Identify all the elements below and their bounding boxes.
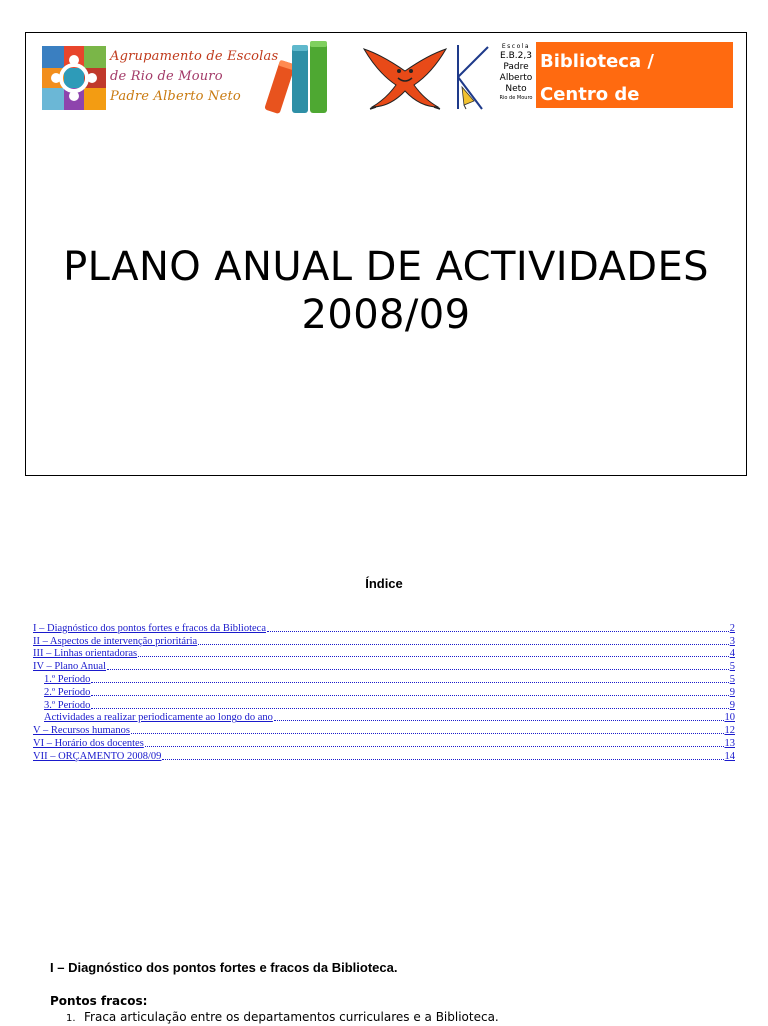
- group-name-line: Agrupamento de Escolas: [110, 49, 279, 64]
- library-label-box: [536, 42, 733, 108]
- toc-entry-label: VI – Horário dos docentes: [33, 737, 144, 749]
- toc-entry-page: 2: [729, 622, 735, 634]
- toc-entry-label: I – Diagnóstico dos pontos fortes e fracos da Biblioteca: [33, 622, 266, 634]
- toc-entry-label: 2.º Período: [44, 686, 91, 698]
- list-item-text: Fraca articulação entre os departamentos curriculares e a Biblioteca.: [84, 1010, 499, 1024]
- list-item-number: 1.: [66, 1013, 76, 1024]
- mascot-icon: [362, 45, 448, 111]
- logo-banner: [42, 39, 732, 117]
- toc-entry-label: 1.º Período: [44, 673, 91, 685]
- school-line: Neto: [505, 84, 527, 94]
- toc-entry-page: 14: [724, 750, 735, 762]
- school-line: Rio de Mouro: [499, 95, 533, 101]
- toc-leader: [131, 732, 724, 734]
- toc-leader: [274, 719, 724, 721]
- toc-leader: [91, 707, 728, 709]
- toc-entry-periodo-2[interactable]: [33, 685, 735, 698]
- toc-entry-page: 10: [724, 712, 735, 724]
- toc-leader: [138, 655, 729, 657]
- toc-leader: [91, 681, 728, 683]
- toc-entry-label: V – Recursos humanos: [33, 725, 130, 737]
- toc-entry-linhas[interactable]: [33, 647, 735, 660]
- toc-leader: [91, 694, 728, 696]
- group-name-line: de Rio de Mouro: [110, 69, 223, 84]
- index-title: Índice: [365, 576, 403, 591]
- agrupamento-logo-icon: [42, 46, 106, 110]
- toc-entry-label: VII – ORÇAMENTO 2008/09: [33, 750, 162, 762]
- toc-entry-label: IV – Plano Anual: [33, 661, 107, 673]
- school-line: E.B.2,3: [500, 51, 532, 61]
- toc-entry-label: Actividades a realizar periodicamente ao longo do ano: [44, 712, 273, 724]
- weak-points-title: Pontos fracos:: [50, 994, 148, 1008]
- toc-entry-actividades[interactable]: [33, 711, 735, 724]
- school-line: Alberto: [499, 73, 533, 83]
- toc-entry-diagnostico[interactable]: [33, 621, 735, 634]
- library-label-line: Centro de: [540, 84, 640, 105]
- toc-leader: [198, 643, 729, 645]
- table-of-contents: [33, 621, 735, 762]
- toc-entry-page: 3: [729, 635, 735, 647]
- toc-entry-orcamento[interactable]: [33, 749, 735, 762]
- toc-entry-label: II – Aspectos de intervenção prioritária: [33, 635, 198, 647]
- books-icon: [258, 39, 338, 117]
- toc-entry-page: 13: [724, 737, 735, 749]
- toc-entry-label: III – Linhas orientadoras: [33, 648, 138, 660]
- toc-leader: [162, 758, 723, 760]
- toc-entry-page: 12: [724, 725, 735, 737]
- school-line: Escola: [501, 43, 531, 50]
- group-name-line: Padre Alberto Neto: [110, 89, 241, 104]
- toc-entry-aspectos[interactable]: [33, 634, 735, 647]
- toc-entry-horario[interactable]: [33, 736, 735, 749]
- toc-entry-page: 9: [729, 699, 735, 711]
- library-label-line: Biblioteca /: [540, 51, 654, 72]
- school-name: [496, 43, 536, 102]
- page-title: [26, 243, 746, 339]
- title-year: 2008/09: [301, 292, 471, 338]
- toc-entry-plano-anual[interactable]: [33, 659, 735, 672]
- school-line: Padre: [503, 62, 529, 72]
- section-heading: I – Diagnóstico dos pontos fortes e fracos da Biblioteca.: [50, 960, 398, 975]
- toc-leader: [267, 630, 729, 632]
- toc-entry-page: 9: [729, 686, 735, 698]
- cover-page: [25, 32, 747, 476]
- toc-entry-page: 5: [729, 673, 735, 685]
- toc-leader: [145, 745, 724, 747]
- group-name: [110, 47, 279, 107]
- pencil-mark-icon: [452, 43, 496, 113]
- toc-entry-label: 3.º Período: [44, 699, 91, 711]
- toc-entry-recursos[interactable]: [33, 723, 735, 736]
- toc-entry-page: 5: [729, 661, 735, 673]
- title-line: PLANO ANUAL DE ACTIVIDADES: [63, 244, 709, 290]
- toc-leader: [107, 668, 729, 670]
- toc-entry-periodo-3[interactable]: [33, 698, 735, 711]
- toc-entry-periodo-1[interactable]: [33, 672, 735, 685]
- toc-entry-page: 4: [729, 648, 735, 660]
- school-logo: [452, 43, 534, 113]
